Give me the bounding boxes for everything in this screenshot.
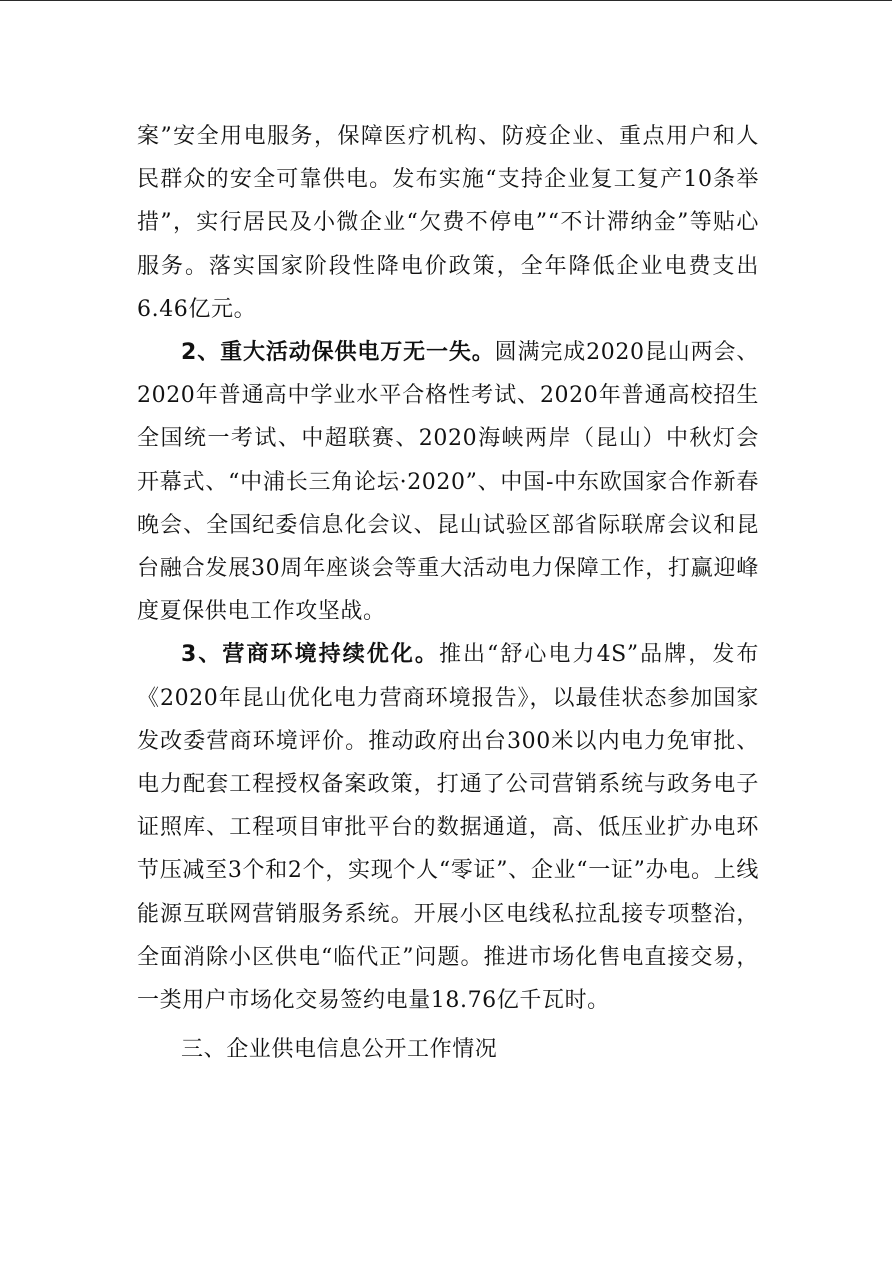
section-heading: 三、企业供电信息公开工作情况 xyxy=(181,1037,498,1063)
paragraph-text: 推出“舒心电力4S”品牌，发布《2020年昆山优化电力营商环境报告》，以最佳状态参加国家发改委营商环境评价。推动政府出台300米以内电力免审批、电力配套工程授权备案政策，打通了公司营销系统与政务电子证照库、工程项目审批平台的数据通道，高、低压业扩办电环节压减至3个和2个，实现个人“零证”、企业“一证”办电。上线能源互联网营销服务系统。开展小区电线私拉乱接专项整治，全面消除小区供电“临代正”问题。推进市场化售电直接交易，一类用户市场化交易签约电量18.76亿千瓦时。 xyxy=(137,642,759,1014)
paragraph-business-environment xyxy=(137,633,759,1022)
paragraph-continuation xyxy=(137,115,759,331)
paragraph-text: 案”安全用电服务，保障医疗机构、防疫企业、重点用户和人民群众的安全可靠供电。发布实施“支持企业复工复产10条举措”，实行居民及小微企业“欠费不停电”“不计滞纳金”等贴心服务。落实国家阶段性降电价政策，全年降低企业电费支出6.46亿元。 xyxy=(137,124,759,322)
paragraph-text: 圆满完成2020昆山两会、2020年普通高中学业水平合格性考试、2020年普通高校招生全国统一考试、中超联赛、2020海峡两岸（昆山）中秋灯会开幕式、“中浦长三角论坛·2020”、中国-中东欧国家合作新春晚会、全国纪委信息化会议、昆山试验区部省际联席会议和昆台融合发展30周年座谈会等重大活动电力保障工作，打赢迎峰度夏保供电工作攻坚战。 xyxy=(137,340,759,625)
paragraph-lead-heading: 3、营商环境持续优化。 xyxy=(181,642,439,668)
document-body xyxy=(137,115,759,1071)
paragraph-major-events xyxy=(137,331,759,633)
paragraph-lead-heading: 2、重大活动保供电万无一失。 xyxy=(181,340,495,366)
